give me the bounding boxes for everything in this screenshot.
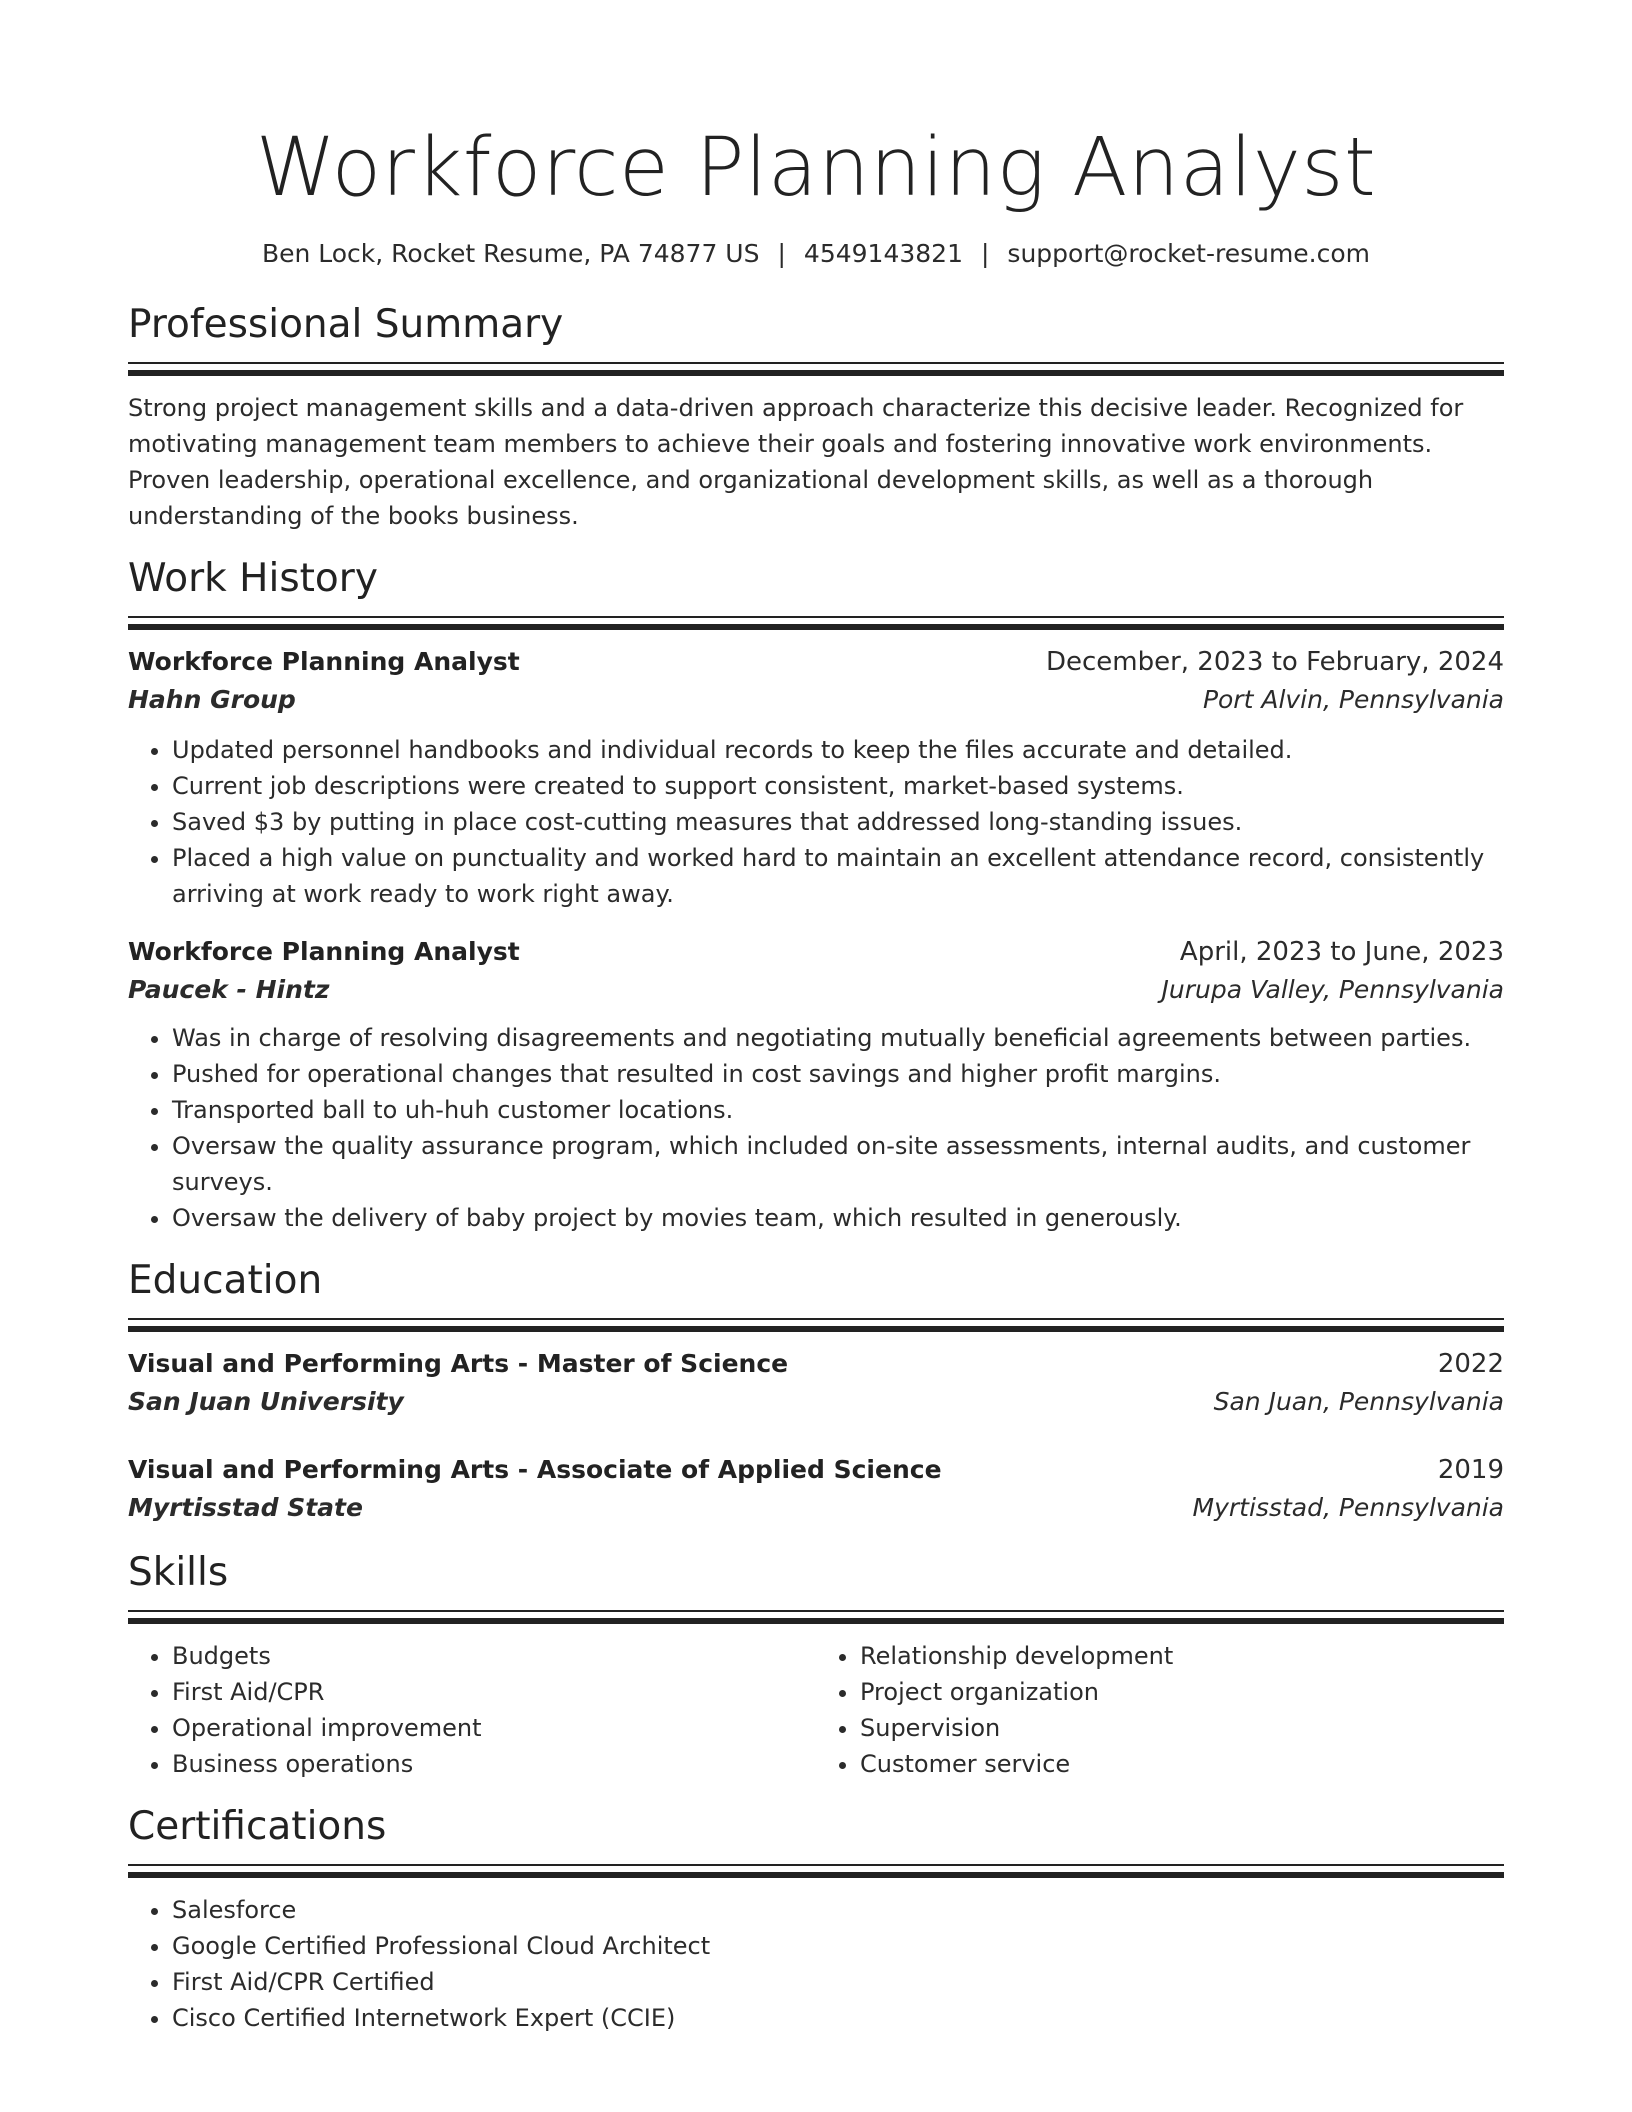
education-entry xyxy=(128,1452,1504,1528)
job-title: Workforce Planning Analyst xyxy=(128,937,520,966)
certification-item: • Salesforce xyxy=(172,1892,1504,1928)
skill-item: • Budgets xyxy=(172,1638,816,1674)
job-location: Port Alvin, Pennsylvania xyxy=(1202,685,1504,714)
section-rule-thin xyxy=(128,1318,1504,1320)
job-entry xyxy=(128,934,1504,1236)
education-school: Myrtisstad State xyxy=(128,1493,363,1522)
education-year: 2022 xyxy=(1437,1349,1504,1379)
education-section xyxy=(128,1256,1504,1528)
job-dates: April, 2023 to June, 2023 xyxy=(1179,937,1504,967)
job-location: Jurupa Valley, Pennsylvania xyxy=(1161,975,1504,1004)
section-rule-thin xyxy=(128,616,1504,618)
section-rule-thin xyxy=(128,1864,1504,1866)
summary-text: Strong project management skills and a data-driven approach characterize this decisive leader. Recognized for motivating management team members to achieve their goals and fostering innovative work environments. Proven leadership, operational excellence, and organizational development skills, as well as a thorough understanding of the books business. xyxy=(128,394,1464,530)
education-degree: Visual and Performing Arts - Associate of Applied Science xyxy=(128,1455,942,1484)
section-rule-thick xyxy=(128,1618,1504,1624)
skill-item: • Project organization xyxy=(860,1674,1504,1710)
education-location: San Juan, Pennsylvania xyxy=(1213,1387,1504,1416)
job-dates: December, 2023 to February, 2024 xyxy=(1045,647,1504,677)
skill-item: • Supervision xyxy=(860,1710,1504,1746)
section-rule-thin xyxy=(128,362,1504,364)
section-heading-work: Work History xyxy=(128,556,378,601)
skill-item: • Customer service xyxy=(860,1746,1504,1782)
certification-item: • Cisco Certified Internetwork Expert (CCIE) xyxy=(172,2000,1504,2036)
job-bullet: • Saved $3 by putting in place cost-cutting measures that addressed long-standing issues. xyxy=(172,804,1504,840)
contact-phone: 4549143821 xyxy=(803,239,963,268)
education-year: 2019 xyxy=(1437,1455,1504,1485)
job-bullet: • Updated personnel handbooks and individual records to keep the files accurate and detailed. xyxy=(172,732,1504,768)
contact-address: Ben Lock, Rocket Resume, PA 74877 US xyxy=(261,239,760,268)
education-school-row xyxy=(128,1382,1504,1422)
skill-item: • First Aid/CPR xyxy=(172,1674,816,1710)
job-bullet: • Pushed for operational changes that resulted in cost savings and higher profit margins. xyxy=(172,1056,1504,1092)
contact-separator: | xyxy=(777,239,786,268)
section-rule-thick xyxy=(128,1326,1504,1332)
skill-item: • Relationship development xyxy=(860,1638,1504,1674)
section-heading-summary: Professional Summary xyxy=(128,302,564,347)
education-header-row xyxy=(128,1346,1504,1382)
education-header-row xyxy=(128,1452,1504,1488)
job-company-row xyxy=(128,970,1504,1010)
certifications-list xyxy=(128,1892,1504,2036)
summary-section xyxy=(128,300,1504,534)
job-header-row xyxy=(128,934,1504,970)
section-heading-skills: Skills xyxy=(128,1550,229,1595)
section-heading-education: Education xyxy=(128,1258,323,1303)
job-entry xyxy=(128,644,1504,912)
job-header-row xyxy=(128,644,1504,680)
job-bullet: • Transported ball to uh-huh customer locations. xyxy=(172,1092,1504,1128)
contact-email: support@rocket-resume.com xyxy=(1007,239,1371,268)
job-bullet: • Placed a high value on punctuality and worked hard to maintain an excellent attendance record, consistently arriving at work ready to work right away. xyxy=(172,840,1504,912)
resume-page xyxy=(128,0,1504,2036)
skills-list-left xyxy=(128,1638,816,1782)
skills-section xyxy=(128,1548,1504,1782)
job-bullets xyxy=(128,732,1504,912)
education-location: Myrtisstad, Pennsylvania xyxy=(1192,1493,1504,1522)
job-bullet: • Oversaw the quality assurance program, which included on-site assessments, internal audits, and customer surveys. xyxy=(172,1128,1504,1200)
section-rule-thick xyxy=(128,370,1504,376)
job-bullets xyxy=(128,1020,1504,1236)
job-bullet: • Current job descriptions were created to support consistent, market-based systems. xyxy=(172,768,1504,804)
resume-title: Workforce Planning Analyst xyxy=(255,121,1377,215)
certifications-section xyxy=(128,1802,1504,2036)
job-company-row xyxy=(128,680,1504,720)
education-school-row xyxy=(128,1488,1504,1528)
section-rule-thin xyxy=(128,1610,1504,1612)
certification-item: • First Aid/CPR Certified xyxy=(172,1964,1504,2000)
work-history-section xyxy=(128,554,1504,1236)
section-rule-thick xyxy=(128,1872,1504,1878)
education-entry xyxy=(128,1346,1504,1422)
skill-item: • Business operations xyxy=(172,1746,816,1782)
education-school: San Juan University xyxy=(128,1387,404,1416)
section-rule-thick xyxy=(128,624,1504,630)
skills-columns xyxy=(128,1638,1504,1782)
job-bullet: • Was in charge of resolving disagreements and negotiating mutually beneficial agreements between parties. xyxy=(172,1020,1504,1056)
job-title: Workforce Planning Analyst xyxy=(128,647,520,676)
contact-separator: | xyxy=(980,239,990,268)
certification-item: • Google Certified Professional Cloud Architect xyxy=(172,1928,1504,1964)
education-degree: Visual and Performing Arts - Master of Science xyxy=(128,1349,789,1378)
skills-list-right xyxy=(816,1638,1504,1782)
job-company: Paucek - Hintz xyxy=(128,975,330,1004)
section-heading-certifications: Certifications xyxy=(128,1804,387,1849)
job-bullet: • Oversaw the delivery of baby project by movies team, which resulted in generously. xyxy=(172,1200,1504,1236)
job-company: Hahn Group xyxy=(128,685,296,714)
skill-item: • Operational improvement xyxy=(172,1710,816,1746)
contact-line xyxy=(128,238,1504,270)
